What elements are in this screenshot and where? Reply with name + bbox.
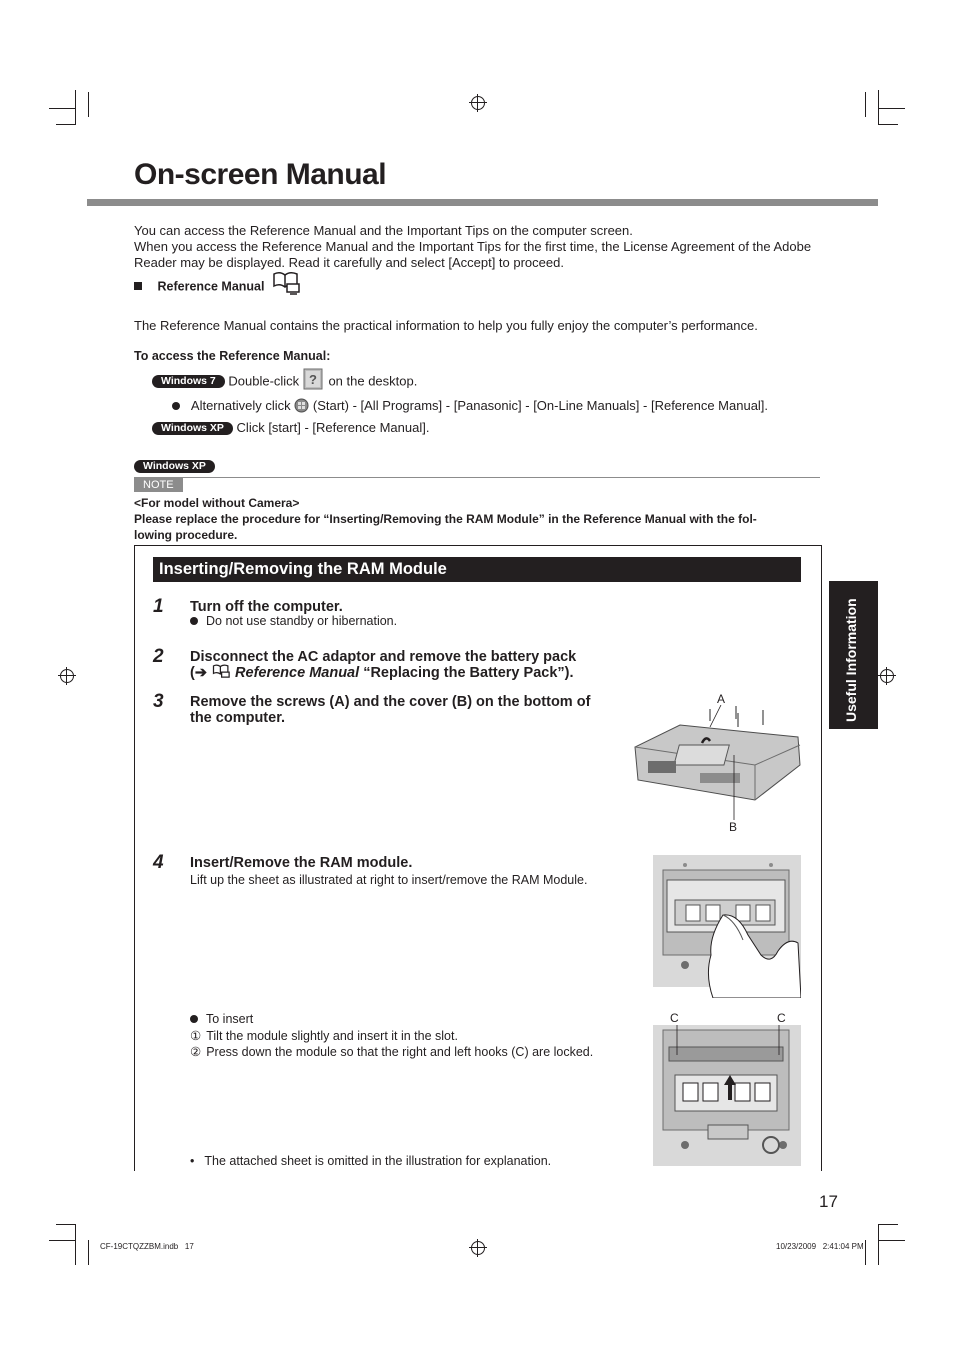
footnote-bullet: • [190,1154,195,1168]
title-rule [87,199,878,206]
insert-step-2-text: Press down the module so that the right and left hooks (C) are locked. [206,1045,594,1059]
alternative-instruction [172,398,768,414]
intro-line-3: Reader may be displayed. Read it carefully and select [Accept] to proceed. [134,255,564,270]
step-2-reference: Reference Manual [235,665,360,681]
note-line-2: lowing procedure. [134,528,238,542]
step-3-line-2: the computer. [190,710,286,726]
side-tab [829,581,878,729]
book-monitor-icon [270,270,302,296]
alt-text-before: Alternatively click [190,398,291,413]
side-tab-label: Useful Information [843,598,859,722]
intro-text [134,223,834,271]
step-1-title: Turn off the computer. [190,599,343,615]
note-rule [134,477,820,478]
ram-sheet-illustration [653,855,801,998]
square-bullet-icon [134,282,142,290]
note-text [134,495,824,543]
footnote-text: The attached sheet is omitted in the illustration for explanation. [204,1154,552,1168]
reference-manual-label: Reference Manual [157,279,265,294]
intro-line-2: When you access the Reference Manual and the Important Tips for the first time, the License Agreement of the Adobe [134,239,812,254]
bullet-icon [190,1015,198,1023]
bullet-icon [190,617,198,625]
footnote [190,1154,551,1168]
reference-manual-heading [134,278,302,296]
windows-xp-badge-2: Windows XP [134,460,215,473]
step-4-title: Insert/Remove the RAM module. [190,855,413,871]
laptop-bottom-illustration [630,705,805,823]
insert-step-1 [190,1028,458,1043]
registration-mark-bottom [471,1241,485,1255]
win7-instruction [152,373,417,391]
insert-heading [190,1012,253,1026]
alt-text-after: (Start) - [All Programs] - [Panasonic] - [On-Line Manuals] - [Reference Manual]. [312,398,769,413]
registration-mark-right [880,669,894,683]
bullet-icon [172,402,180,410]
winxp-text: Click [start] - [Reference Manual]. [236,420,430,435]
reference-manual-desktop-icon[interactable] [303,367,325,391]
note-line-1: Please replace the procedure for “Inserting/Removing the RAM Module” in the Reference Manual with the fol- [134,512,757,526]
step-1-note [190,614,397,628]
page-title: On-screen Manual [134,158,387,191]
step-2-number: 2 [153,646,164,667]
windows-xp-badge: Windows XP [152,422,233,435]
insert-step-2 [190,1044,593,1059]
ram-insert-illustration [653,1025,801,1166]
step-3-line-1: Remove the screws (A) and the cover (B) on the bottom of [190,694,591,710]
insert-step-1-text: Tilt the module slightly and insert it in the slot. [206,1029,458,1043]
registration-mark-top [471,96,485,110]
note-badge: NOTE [134,478,183,492]
step-2-line-2 [190,665,650,681]
footer-left: CF-19CTQZZBM.indb 17 [100,1242,194,1251]
insert-heading-text: To insert [206,1012,254,1026]
label-b: B [729,820,738,834]
page-number: 17 [819,1192,838,1211]
step-2-rest: “Replacing the Battery Pack”). [363,665,574,681]
step-2-line-1: Disconnect the AC adaptor and remove the battery pack [190,649,577,665]
label-c-right: C [777,1011,786,1025]
label-a: A [717,692,726,706]
winxp-instruction [152,420,429,436]
windows-start-orb-icon[interactable] [294,398,309,413]
access-heading: To access the Reference Manual: [134,349,331,363]
step-3-text [190,694,640,726]
section-title: Inserting/Removing the RAM Module [159,560,447,578]
footer-right: 10/23/2009 2:41:04 PM [776,1242,864,1251]
reference-manual-description: The Reference Manual contains the practical information to help you fully enjoy the computer’s performance. [134,318,758,333]
win7-text-after: on the desktop. [328,373,418,389]
windows-xp-note-badge [134,457,215,475]
section-header [153,557,801,582]
win7-text-before: Double-click [228,373,300,389]
circled-one: ① [190,1029,202,1043]
step-4-number: 4 [153,852,164,873]
intro-line-1: You can access the Reference Manual and the Important Tips on the computer screen. [134,223,633,238]
step-4-note: Lift up the sheet as illustrated at right to insert/remove the RAM Module. [190,873,588,887]
svg-text:?: ? [308,372,317,387]
label-c-left: C [670,1011,679,1025]
windows-7-badge: Windows 7 [152,375,225,388]
book-monitor-icon [211,663,231,680]
note-model: <For model without Camera> [134,496,300,510]
step-2-text [190,649,650,681]
circled-two: ② [190,1045,202,1059]
registration-mark-left [60,669,74,683]
step-1-number: 1 [153,596,164,617]
step-2-arrow: (➔ [190,665,207,681]
step-1-sub: Do not use standby or hibernation. [206,614,398,628]
step-3-number: 3 [153,691,164,712]
